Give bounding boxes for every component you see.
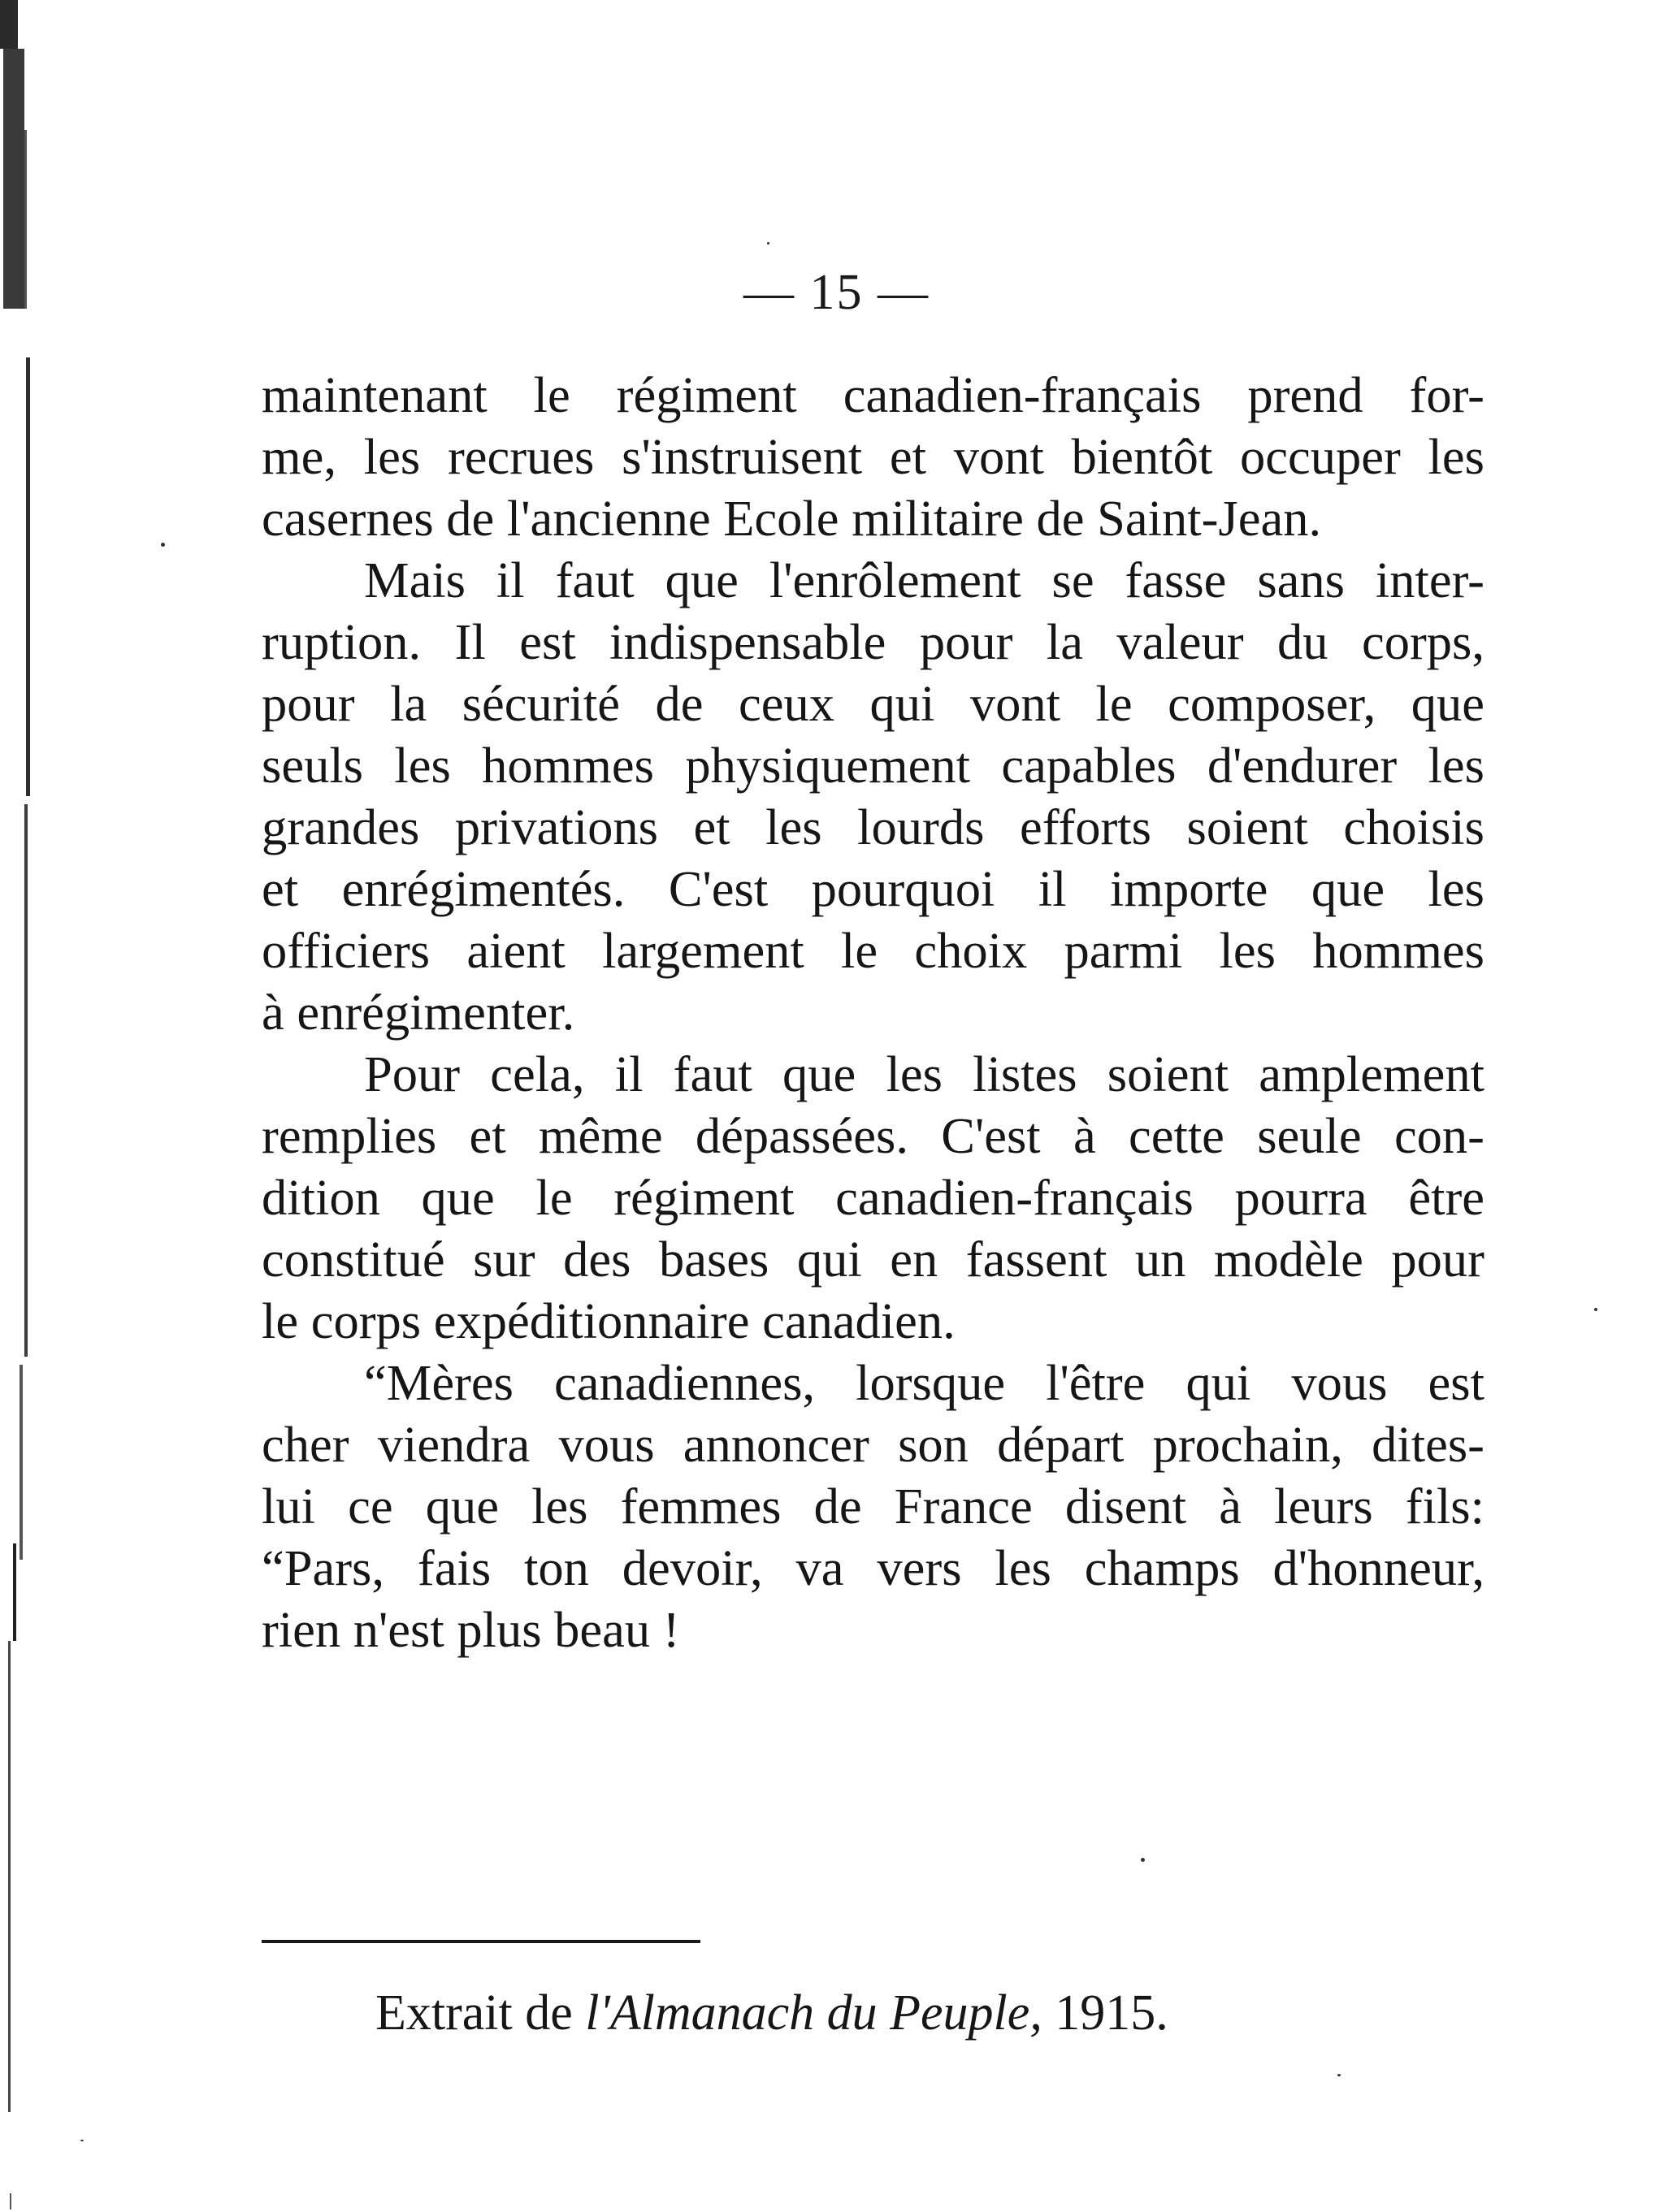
- paragraph-start-line: “Mères canadiennes, lorsque l'être qui vous est: [364, 1354, 1484, 1411]
- scan-speck: [161, 543, 165, 547]
- citation-title: l'Almanach du Peuple,: [585, 1985, 1042, 2041]
- text-line: pour la sécurité de ceux qui vont le composer, que: [262, 675, 1484, 732]
- footnote-rule: [262, 1940, 700, 1943]
- text-line: cher viendra vous annoncer son départ prochain, dites-: [262, 1416, 1484, 1473]
- text-line: remplies et même dépassées. C'est à cette seule con-: [262, 1107, 1484, 1164]
- text-line: constitué sur des bases qui en fassent un modèle pour: [262, 1231, 1484, 1288]
- text-line: le corps expéditionnaire canadien.: [262, 1292, 956, 1349]
- text-line: rien n'est plus beau !: [262, 1601, 680, 1658]
- page-number: — 15 —: [743, 265, 930, 320]
- scan-speck: [80, 2140, 84, 2141]
- text-line: grandes privations et les lourds efforts soient choisis: [262, 799, 1484, 855]
- scan-speck: [1594, 1308, 1597, 1311]
- text-line: à enrégimenter.: [262, 984, 575, 1041]
- citation-prefix: Extrait de: [375, 1985, 586, 2041]
- scan-speck: [1337, 2074, 1341, 2076]
- text-line: ruption. Il est indispensable pour la valeur du corps,: [262, 613, 1484, 670]
- citation-year: 1915.: [1042, 1985, 1168, 2041]
- source-citation: [375, 1985, 1168, 2042]
- text-line: “Pars, fais ton devoir, va vers les champs d'honneur,: [262, 1539, 1484, 1596]
- scan-binding-edge: [0, 0, 46, 2212]
- text-line: seuls les hommes physiquement capables d'endurer les: [262, 737, 1484, 794]
- paragraph-start-line: Mais il faut que l'enrôlement se fasse sans inter-: [364, 552, 1484, 608]
- text-line: me, les recrues s'instruisent et vont bientôt occuper les: [262, 428, 1484, 485]
- paragraph-start-line: Pour cela, il faut que les listes soient amplement: [364, 1045, 1484, 1102]
- text-line: dition que le régiment canadien-français pourra être: [262, 1169, 1484, 1226]
- body-text: [262, 364, 1484, 1660]
- scan-speck: [767, 242, 769, 245]
- text-line: lui ce que les femmes de France disent à leurs fils:: [262, 1478, 1484, 1535]
- text-line: maintenant le régiment canadien-français prend for-: [262, 366, 1484, 423]
- text-line: officiers aient largement le choix parmi les hommes: [262, 922, 1484, 979]
- scan-speck: [1141, 1858, 1145, 1862]
- text-line: casernes de l'ancienne Ecole militaire de Saint-Jean.: [262, 490, 1322, 547]
- text-line: et enrégimentés. C'est pourquoi il importe que les: [262, 860, 1484, 917]
